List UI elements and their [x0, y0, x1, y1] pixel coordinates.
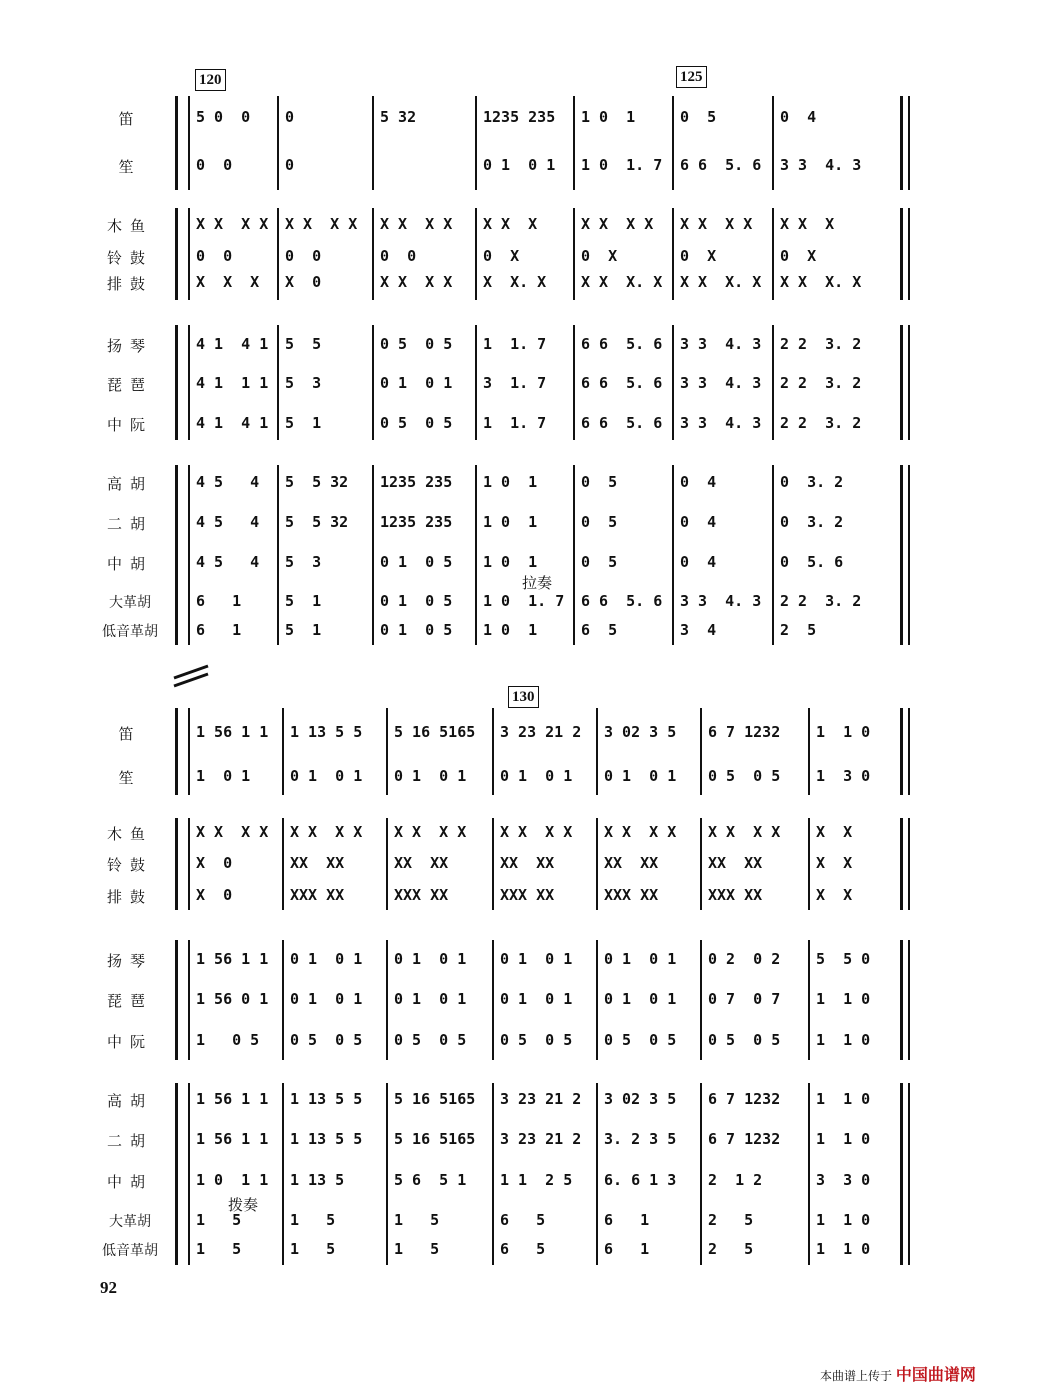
notation-cell: XXX XX: [290, 886, 345, 904]
barline: [900, 96, 903, 190]
notation-cell: 0 1 0 1: [500, 950, 573, 968]
notation-cell: 0 1 0 1: [483, 156, 556, 174]
notation-cell: 1 1. 7: [483, 414, 547, 432]
instrument-label: 笛: [118, 110, 142, 128]
barline: [386, 940, 388, 1060]
notation-cell: 1 5: [394, 1240, 440, 1258]
notation-cell: X 0: [196, 886, 233, 904]
notation-cell: 0 5: [581, 553, 618, 571]
notation-cell: X X X X: [394, 823, 467, 841]
notation-cell: 0 1 0 5: [380, 553, 453, 571]
barline: [188, 325, 190, 440]
instrument-label: 扬琴: [106, 337, 153, 355]
barline: [808, 1083, 810, 1265]
notation-cell: 6. 6 1 3: [604, 1171, 677, 1189]
notation-cell: 6 7 1232: [708, 1090, 781, 1108]
notation-cell: 0: [285, 108, 295, 126]
notation-cell: 6 6 5. 6: [581, 335, 663, 353]
barline: [277, 465, 279, 645]
barline: [900, 818, 903, 910]
notation-cell: 3 3 0: [816, 1171, 871, 1189]
barline: [188, 96, 190, 190]
instrument-label: 琵琶: [106, 376, 153, 394]
barline: [188, 708, 190, 795]
group-bracket: [175, 818, 178, 910]
notation-cell: 3 1. 7: [483, 374, 547, 392]
notation-cell: X X X X: [500, 823, 573, 841]
barline: [188, 818, 190, 910]
instrument-label: 低音革胡: [102, 1243, 158, 1259]
notation-cell: 5 1: [285, 414, 322, 432]
notation-cell: 0 0: [196, 247, 233, 265]
notation-cell: 0 1 0 1: [604, 767, 677, 785]
notation-cell: X X X X: [380, 215, 453, 233]
notation-cell: X X X: [780, 215, 835, 233]
notation-cell: 3 23 21 2: [500, 723, 582, 741]
final-barline: [908, 96, 910, 190]
group-bracket: [175, 325, 178, 440]
barline: [475, 465, 477, 645]
notation-cell: 3 3 4. 3: [680, 335, 762, 353]
notation-cell: 1 5: [290, 1240, 336, 1258]
notation-cell: 4 1 4 1: [196, 414, 269, 432]
instrument-label: 高胡: [106, 475, 153, 493]
notation-cell: 1 56 1 1: [196, 1090, 269, 1108]
notation-cell: X X X X: [680, 215, 753, 233]
barline: [282, 708, 284, 795]
instrument-label: 琵琶: [106, 992, 153, 1010]
notation-cell: 1 56 0 1: [196, 990, 269, 1008]
notation-cell: 0 1 0 1: [394, 950, 467, 968]
notation-cell: 0 1 0 5: [380, 621, 453, 639]
notation-cell: 5 1: [285, 592, 322, 610]
notation-cell: 6 1: [604, 1211, 650, 1229]
notation-cell: 1 5: [290, 1211, 336, 1229]
notation-cell: 6 5: [581, 621, 618, 639]
group-bracket: [175, 940, 178, 1060]
barline: [386, 1083, 388, 1265]
notation-cell: 0 5: [581, 513, 618, 531]
barline: [188, 465, 190, 645]
notation-cell: 5 5 32: [285, 513, 349, 531]
barline: [573, 208, 575, 300]
barline: [282, 940, 284, 1060]
notation-cell: 0 1 0 1: [604, 990, 677, 1008]
notation-cell: 5 5 32: [285, 473, 349, 491]
instrument-label: 铃鼓: [106, 856, 153, 874]
notation-cell: 1 0 1: [483, 473, 538, 491]
barline: [596, 708, 598, 795]
notation-cell: 1 13 5 5: [290, 723, 363, 741]
notation-cell: 0 0: [196, 156, 233, 174]
group-bracket: [175, 96, 178, 190]
barline: [672, 325, 674, 440]
notation-cell: X X X. X: [581, 273, 663, 291]
notation-cell: 0 5 0 5: [500, 1031, 573, 1049]
notation-cell: XXX XX: [500, 886, 555, 904]
final-barline: [908, 325, 910, 440]
footer-text: 本曲谱上传于: [820, 1369, 893, 1383]
notation-cell: 0 1 0 5: [380, 592, 453, 610]
notation-cell: 0 4: [780, 108, 817, 126]
instrument-label: 二胡: [106, 515, 153, 533]
notation-cell: 0 1 0 1: [604, 950, 677, 968]
notation-cell: 0 1 0 1: [500, 990, 573, 1008]
notation-cell: 0 7 0 7: [708, 990, 781, 1008]
notation-cell: 5 3: [285, 553, 322, 571]
notation-cell: 0 4: [680, 513, 717, 531]
notation-cell: 0 X: [780, 247, 817, 265]
notation-cell: 3 4: [680, 621, 717, 639]
notation-cell: 6 6 5. 6: [581, 592, 663, 610]
notation-cell: 1 1 0: [816, 1031, 871, 1049]
notation-cell: X X X X: [380, 273, 453, 291]
barline: [900, 325, 903, 440]
barline: [573, 96, 575, 190]
notation-cell: 1 1 0: [816, 990, 871, 1008]
instrument-label: 大革胡: [109, 595, 151, 611]
footer: [820, 1362, 976, 1385]
notation-cell: 4 1 1 1: [196, 374, 269, 392]
barline: [672, 96, 674, 190]
group-bracket: [175, 208, 178, 300]
notation-cell: XX XX: [708, 854, 763, 872]
barline: [700, 940, 702, 1060]
notation-cell: X X X X: [285, 215, 358, 233]
instrument-label: 中胡: [106, 1173, 153, 1191]
notation-cell: 1 56 1 1: [196, 1130, 269, 1148]
notation-cell: 0 1 0 1: [290, 767, 363, 785]
notation-cell: 0 5: [581, 473, 618, 491]
notation-cell: 1235 235: [380, 473, 453, 491]
final-barline: [908, 708, 910, 795]
notation-cell: 1235 235: [380, 513, 453, 531]
barline: [808, 940, 810, 1060]
barline: [900, 465, 903, 645]
group-bracket: [175, 465, 178, 645]
instrument-label: 二胡: [106, 1132, 153, 1150]
notation-cell: 2 2 3. 2: [780, 335, 862, 353]
notation-cell: 2 5: [780, 621, 817, 639]
notation-cell: 5 5: [285, 335, 322, 353]
barline: [492, 818, 494, 910]
notation-cell: 1 1 0: [816, 723, 871, 741]
notation-cell: 0 0: [380, 247, 417, 265]
final-barline: [908, 208, 910, 300]
notation-cell: 1 0 1: [196, 767, 251, 785]
instrument-label: 扬琴: [106, 952, 153, 970]
notation-cell: XX XX: [394, 854, 449, 872]
notation-cell: X X: [816, 823, 853, 841]
notation-cell: X X X: [196, 273, 260, 291]
rehearsal-mark-130: 130: [508, 686, 539, 708]
notation-cell: XX XX: [290, 854, 345, 872]
barline: [282, 818, 284, 910]
notation-cell: 5 0 0: [196, 108, 251, 126]
notation-cell: 1 1 0: [816, 1211, 871, 1229]
barline: [386, 708, 388, 795]
barline: [772, 465, 774, 645]
notation-cell: 5 5 0: [816, 950, 871, 968]
barline: [188, 1083, 190, 1265]
barline: [573, 465, 575, 645]
barline: [596, 1083, 598, 1265]
notation-cell: 2 1 2: [708, 1171, 763, 1189]
notation-cell: X X: [816, 854, 853, 872]
notation-cell: 0 3. 2: [780, 473, 844, 491]
notation-cell: 0 3. 2: [780, 513, 844, 531]
notation-cell: 6 6 5. 6: [680, 156, 762, 174]
notation-cell: 6 1: [604, 1240, 650, 1258]
barline: [772, 208, 774, 300]
notation-cell: 1 56 1 1: [196, 950, 269, 968]
notation-cell: 1 0 1 1: [196, 1171, 269, 1189]
notation-cell: 1 0 1. 7: [581, 156, 663, 174]
notation-cell: 1 5: [196, 1211, 242, 1229]
notation-cell: X X. X: [483, 273, 547, 291]
barline: [475, 325, 477, 440]
notation-cell: 5 6 5 1: [394, 1171, 467, 1189]
notation-cell: 0 5 0 5: [604, 1031, 677, 1049]
notation-cell: 2 2 3. 2: [780, 374, 862, 392]
instrument-label: 大革胡: [109, 1214, 151, 1230]
notation-cell: 0 5 0 5: [708, 1031, 781, 1049]
notation-cell: 0 5. 6: [780, 553, 844, 571]
notation-cell: 1 0 1: [483, 553, 538, 571]
notation-cell: 6 1: [196, 592, 242, 610]
instrument-label: 笙: [118, 158, 142, 176]
notation-cell: 5 32: [380, 108, 417, 126]
barline: [808, 818, 810, 910]
notation-cell: X X X X: [196, 215, 269, 233]
notation-cell: X X X X: [196, 823, 269, 841]
notation-cell: 1 1 0: [816, 1090, 871, 1108]
instrument-label: 中阮: [106, 416, 153, 434]
barline: [372, 208, 374, 300]
barline: [808, 708, 810, 795]
notation-cell: XXX XX: [604, 886, 659, 904]
notation-cell: 0 1 0 1: [394, 990, 467, 1008]
notation-cell: 3 3 4. 3: [680, 414, 762, 432]
notation-cell: 3 23 21 2: [500, 1130, 582, 1148]
barline: [492, 1083, 494, 1265]
notation-cell: 0 X: [680, 247, 717, 265]
notation-cell: 3 23 21 2: [500, 1090, 582, 1108]
notation-cell: X X X X: [604, 823, 677, 841]
barline: [277, 325, 279, 440]
notation-cell: 6 6 5. 6: [581, 374, 663, 392]
barline: [596, 818, 598, 910]
barline: [900, 1083, 903, 1265]
notation-cell: 1 13 5: [290, 1171, 345, 1189]
barline: [475, 208, 477, 300]
barline: [772, 96, 774, 190]
notation-cell: 0 5: [680, 108, 717, 126]
instrument-label: 笛: [118, 725, 142, 743]
instrument-label: 木鱼: [106, 217, 153, 235]
notation-cell: 0 1 0 1: [290, 990, 363, 1008]
notation-cell: 6 5: [500, 1240, 546, 1258]
notation-cell: 0 1 0 1: [290, 950, 363, 968]
notation-cell: 1 0 1: [483, 621, 538, 639]
notation-cell: 0 4: [680, 473, 717, 491]
notation-cell: 5 1: [285, 621, 322, 639]
pizzicato-annotation: 拨奏: [228, 1196, 259, 1214]
final-barline: [908, 1083, 910, 1265]
notation-cell: 0 1 0 1: [380, 374, 453, 392]
notation-cell: X X X. X: [780, 273, 862, 291]
barline: [772, 325, 774, 440]
notation-cell: 0: [285, 156, 295, 174]
notation-cell: XXX XX: [708, 886, 763, 904]
barline: [277, 96, 279, 190]
barline: [282, 1083, 284, 1265]
notation-cell: X 0: [196, 854, 233, 872]
notation-cell: X X X X: [708, 823, 781, 841]
notation-cell: 3 02 3 5: [604, 1090, 677, 1108]
page-number: 92: [100, 1278, 117, 1297]
barline: [492, 940, 494, 1060]
barline: [492, 708, 494, 795]
barline: [475, 96, 477, 190]
notation-cell: X X X X: [290, 823, 363, 841]
notation-cell: 0 2 0 2: [708, 950, 781, 968]
instrument-label: 中胡: [106, 555, 153, 573]
notation-cell: 1 1. 7: [483, 335, 547, 353]
notation-cell: X 0: [285, 273, 322, 291]
notation-cell: 3 3 4. 3: [680, 374, 762, 392]
final-barline: [908, 465, 910, 645]
notation-cell: 5 16 5165: [394, 1130, 476, 1148]
notation-cell: 1 0 5: [196, 1031, 260, 1049]
instrument-label: 中阮: [106, 1033, 153, 1051]
notation-cell: 0 5 0 5: [708, 767, 781, 785]
barline: [672, 208, 674, 300]
notation-cell: 1 5: [394, 1211, 440, 1229]
notation-cell: 0 5 0 5: [290, 1031, 363, 1049]
barline: [596, 940, 598, 1060]
rehearsal-mark-125: 125: [676, 66, 707, 88]
notation-cell: 5 3: [285, 374, 322, 392]
notation-cell: 0 4: [680, 553, 717, 571]
notation-cell: 1 3 0: [816, 767, 871, 785]
notation-cell: 1 13 5 5: [290, 1090, 363, 1108]
final-barline: [908, 818, 910, 910]
bowing-annotation: 拉奏: [522, 574, 553, 592]
notation-cell: 1 0 1. 7: [483, 592, 565, 610]
notation-cell: 1 1 0: [816, 1240, 871, 1258]
barline: [700, 1083, 702, 1265]
instrument-label: 排鼓: [106, 275, 153, 293]
instrument-label: 高胡: [106, 1092, 153, 1110]
notation-cell: 1 0 1: [581, 108, 636, 126]
barline: [900, 708, 903, 795]
final-barline: [908, 940, 910, 1060]
notation-cell: 0 5 0 5: [394, 1031, 467, 1049]
notation-cell: 1 56 1 1: [196, 723, 269, 741]
notation-cell: 1 1 2 5: [500, 1171, 573, 1189]
barline: [372, 465, 374, 645]
notation-cell: 1 1 0: [816, 1130, 871, 1148]
group-bracket: [175, 708, 178, 795]
notation-cell: 3 02 3 5: [604, 723, 677, 741]
notation-cell: X X: [816, 886, 853, 904]
notation-cell: 0 5 0 5: [380, 335, 453, 353]
notation-cell: 0 1 0 1: [394, 767, 467, 785]
notation-cell: 6 7 1232: [708, 723, 781, 741]
barline: [386, 818, 388, 910]
instrument-label: 铃鼓: [106, 249, 153, 267]
notation-cell: 3 3 4. 3: [680, 592, 762, 610]
instrument-label: 笙: [118, 769, 142, 787]
instrument-label: 排鼓: [106, 888, 153, 906]
notation-cell: 0 1 0 1: [500, 767, 573, 785]
notation-cell: 4 1 4 1: [196, 335, 269, 353]
notation-cell: 5 16 5165: [394, 1090, 476, 1108]
notation-cell: X X X. X: [680, 273, 762, 291]
notation-cell: 6 6 5. 6: [581, 414, 663, 432]
group-bracket: [175, 1083, 178, 1265]
notation-cell: 0 X: [581, 247, 618, 265]
instrument-label: 低音革胡: [102, 624, 158, 640]
system-separator-mark: [172, 662, 210, 688]
notation-cell: 4 5 4: [196, 473, 260, 491]
notation-cell: 0 5 0 5: [380, 414, 453, 432]
footer-brand: 中国曲谱网: [895, 1365, 976, 1384]
barline: [700, 818, 702, 910]
notation-cell: 0 0: [285, 247, 322, 265]
barline: [372, 96, 374, 190]
notation-cell: 2 2 3. 2: [780, 592, 862, 610]
notation-cell: 4 5 4: [196, 553, 260, 571]
notation-cell: 6 5: [500, 1211, 546, 1229]
notation-cell: X X X X: [581, 215, 654, 233]
notation-cell: 5 16 5165: [394, 723, 476, 741]
notation-cell: 3. 2 3 5: [604, 1130, 677, 1148]
barline: [672, 465, 674, 645]
barline: [372, 325, 374, 440]
notation-cell: 6 1: [196, 621, 242, 639]
notation-cell: XX XX: [500, 854, 555, 872]
notation-cell: X X X: [483, 215, 538, 233]
barline: [188, 940, 190, 1060]
notation-cell: XXX XX: [394, 886, 449, 904]
notation-cell: XX XX: [604, 854, 659, 872]
notation-cell: 0 X: [483, 247, 520, 265]
instrument-label: 木鱼: [106, 825, 153, 843]
notation-cell: 2 2 3. 2: [780, 414, 862, 432]
barline: [188, 208, 190, 300]
rehearsal-mark-120: 120: [195, 69, 226, 91]
barline: [277, 208, 279, 300]
barline: [900, 940, 903, 1060]
notation-cell: 6 7 1232: [708, 1130, 781, 1148]
notation-cell: 1 5: [196, 1240, 242, 1258]
notation-cell: 1235 235: [483, 108, 556, 126]
notation-cell: 2 5: [708, 1240, 754, 1258]
barline: [573, 325, 575, 440]
barline: [700, 708, 702, 795]
notation-cell: 4 5 4: [196, 513, 260, 531]
notation-cell: 1 13 5 5: [290, 1130, 363, 1148]
notation-cell: 1 0 1: [483, 513, 538, 531]
notation-cell: 2 5: [708, 1211, 754, 1229]
notation-cell: 3 3 4. 3: [780, 156, 862, 174]
barline: [900, 208, 903, 300]
